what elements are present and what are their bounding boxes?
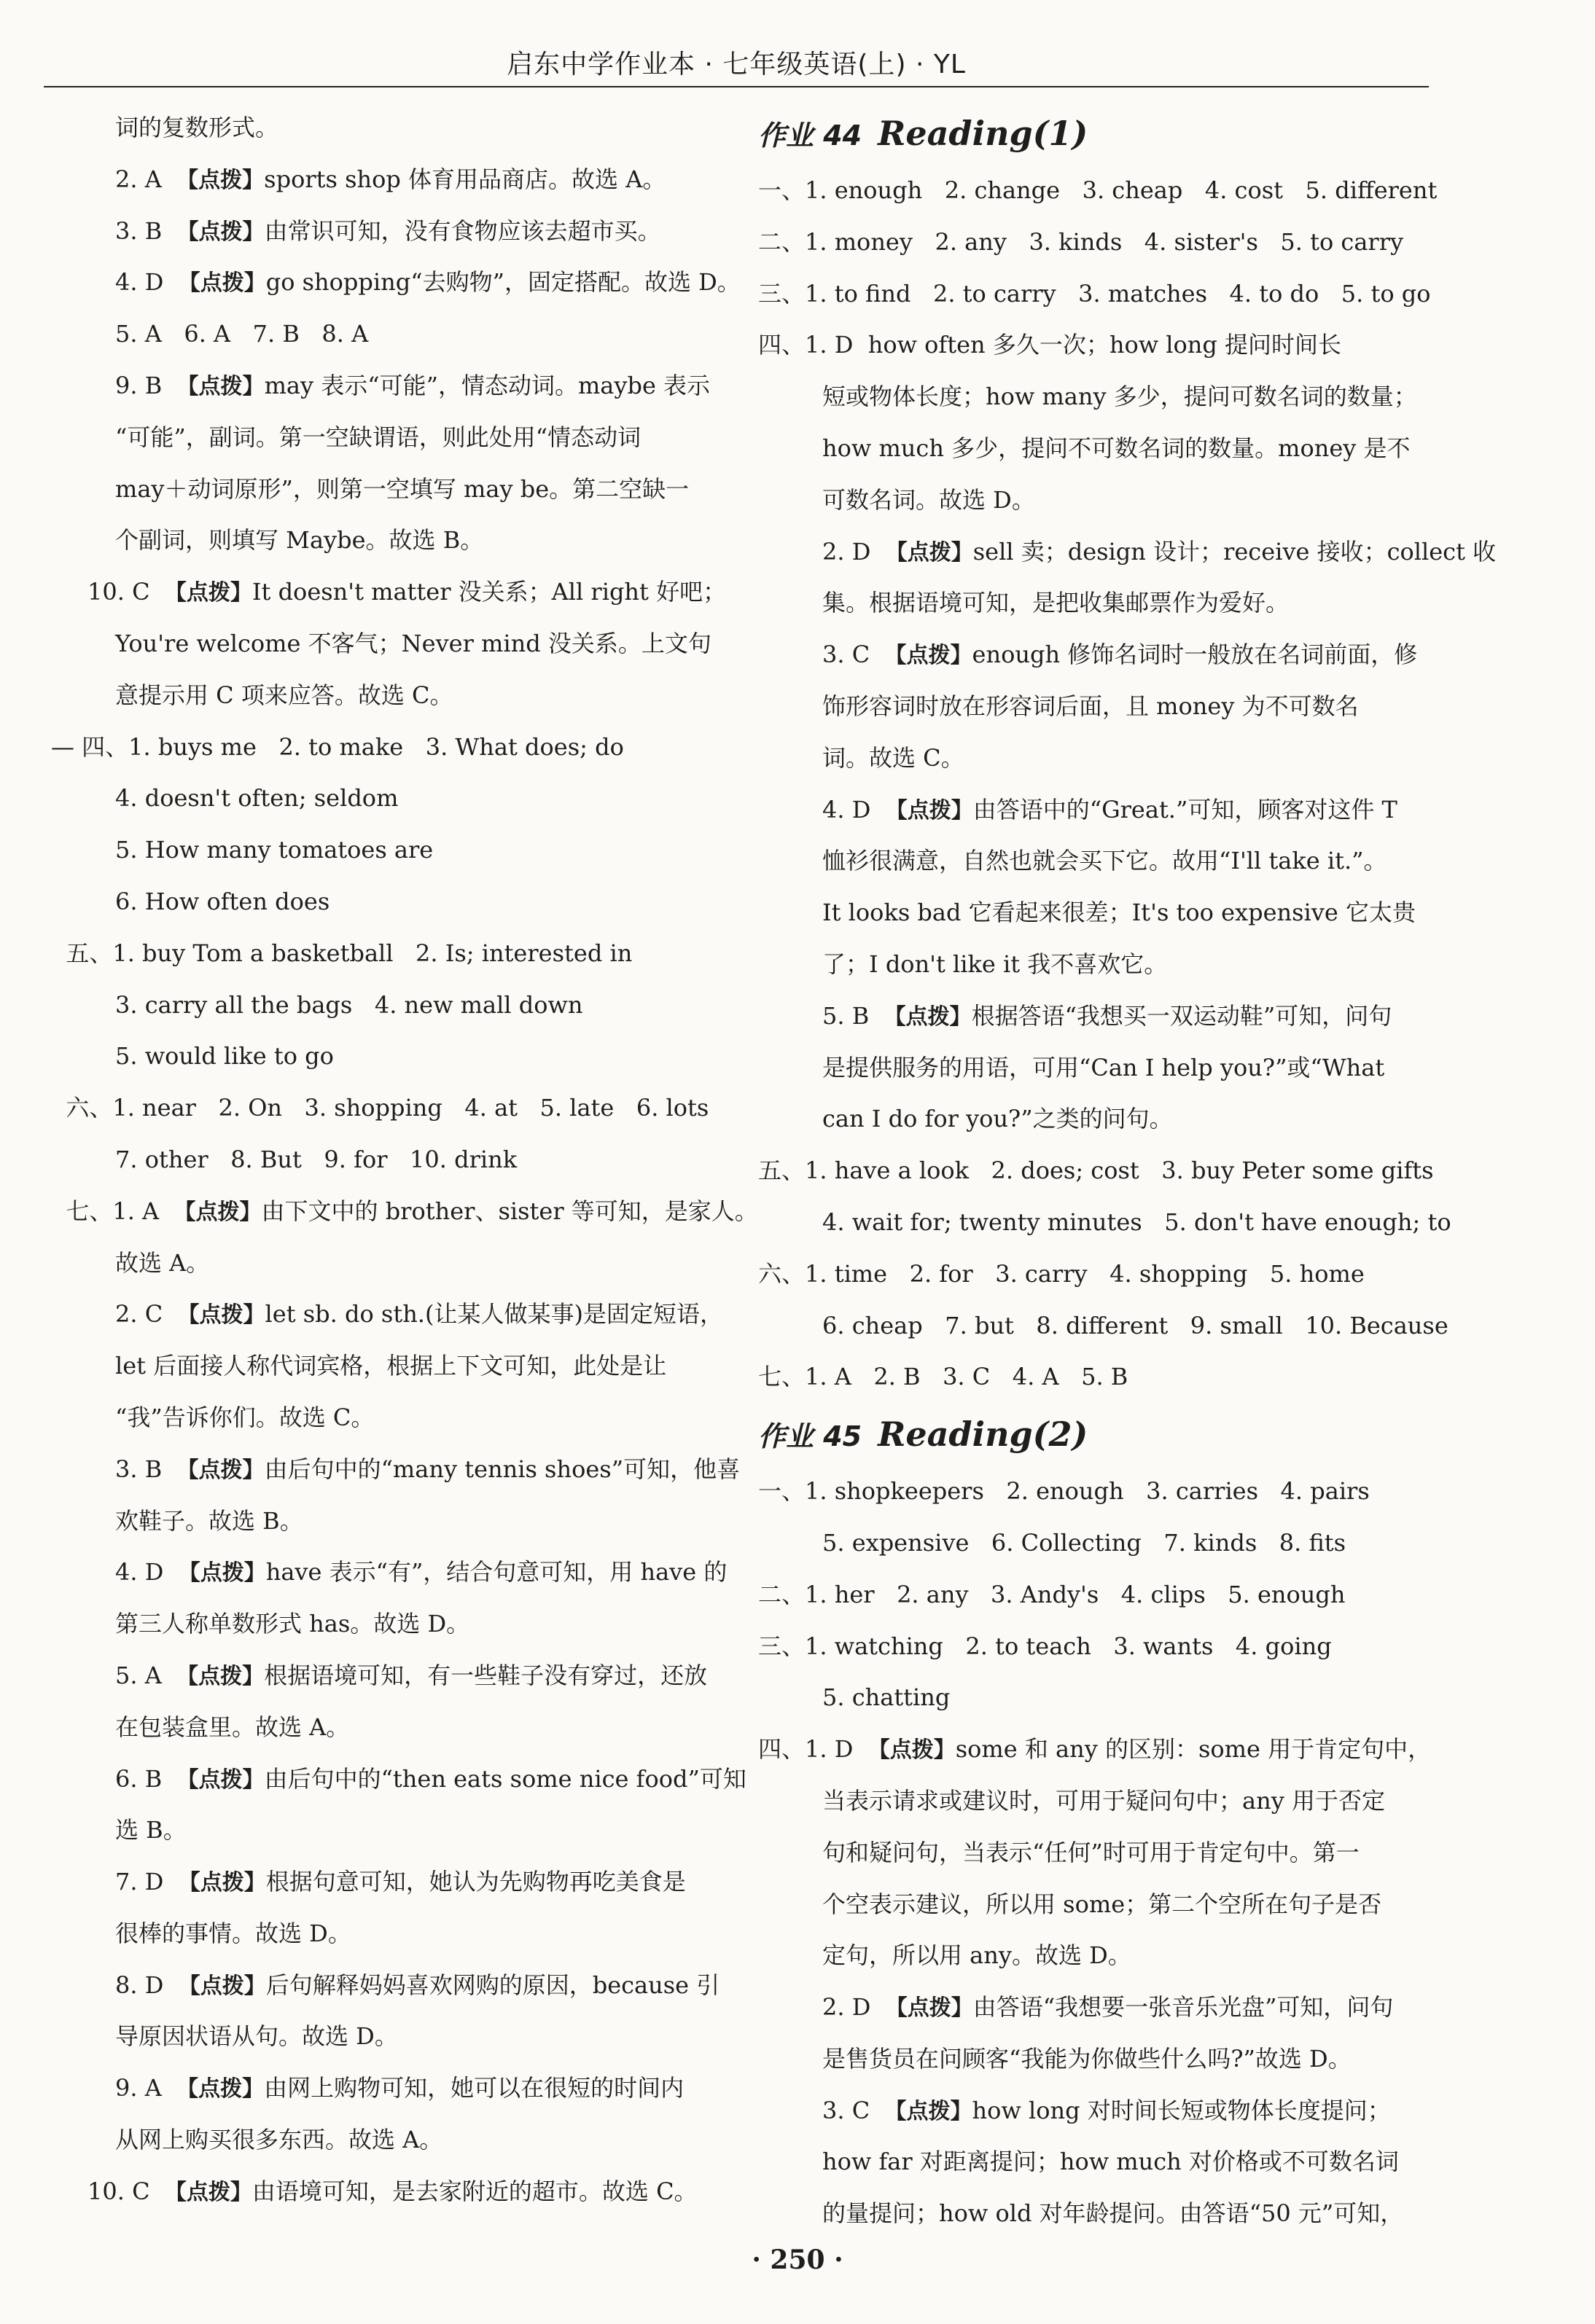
answer-line [51, 2166, 722, 2218]
answer-line [758, 1879, 1429, 1930]
answer-text: 在包装盒里。故选 A。 [115, 1713, 350, 1741]
hint-keyword: 【点拨】 [176, 373, 265, 399]
answer-line [758, 681, 1429, 732]
item-number: 2. A [115, 165, 162, 193]
answer-text: 三、1. to find 2. to carry 3. matches 4. to do 5. to go [758, 279, 1431, 308]
answer-text: 六、1. near 2. On 3. shopping 4. at 5. late 6. lots [51, 1094, 709, 1122]
answer-line [758, 268, 1429, 320]
answer-text: 个空表示建议，所以用 some；第二个空所在句子是否 [822, 1890, 1382, 1918]
hint-keyword: 【点拨】 [867, 1737, 956, 1764]
answer-text: sell 卖；design 设计；receive 接收；collect 收 [972, 537, 1497, 566]
answer-line [758, 1621, 1429, 1672]
answer-text: sports shop 体育用品商店。故选 A。 [264, 165, 666, 193]
hint-keyword: 【点拨】 [176, 219, 265, 245]
answer-text: 由网上购物可知，她可以在很短的时间内 [264, 2074, 685, 2102]
item-number: 3. C [822, 2096, 870, 2124]
answer-text: 三、1. watching 2. to teach 3. wants 4. going [758, 1632, 1332, 1660]
answer-text: 由后句中的“then eats some nice food”可知 [264, 1764, 746, 1793]
hint-keyword: 【点拨】 [176, 1767, 265, 1793]
hint-keyword: 【点拨】 [178, 270, 266, 297]
item-number: 8. D [115, 1971, 164, 1999]
answer-text: 5. would like to go [115, 1042, 334, 1071]
item-number: 4. D [115, 1558, 164, 1586]
item-number: 3. B [115, 216, 163, 245]
answer-line [51, 1495, 722, 1547]
answer-line [51, 1908, 722, 1960]
answer-line [758, 1351, 1429, 1403]
item-number: 9. B [115, 371, 163, 399]
hint-keyword: 【点拨】 [164, 580, 252, 606]
answer-line [51, 1753, 746, 1805]
item-number: 5. A [115, 1661, 162, 1689]
answer-text: 个副词，则填写 Maybe。故选 B。 [115, 526, 484, 555]
answer-text: 饰形容词时放在形容词后面，且 money 为不可数名 [822, 692, 1359, 720]
hint-keyword: 【点拨】 [176, 2076, 265, 2102]
answer-line [51, 1960, 722, 2011]
answer-text: 根据语境可知，有一些鞋子没有穿过，还放 [264, 1661, 708, 1689]
answer-text: 二、1. her 2. any 3. Andy's 4. clips 5. enough [758, 1580, 1346, 1608]
answer-text: 6. cheap 7. but 8. different 9. small 10. Because [822, 1311, 1448, 1339]
answer-line [51, 1237, 722, 1289]
item-number: 2. C [115, 1300, 163, 1329]
answer-line [758, 990, 1429, 1042]
answer-line [51, 772, 722, 824]
answer-line [758, 1300, 1448, 1352]
answer-text: 由下文中的 brother、sister 等可知，是家人。 [261, 1197, 758, 1225]
answer-line [758, 1093, 1429, 1145]
header-rule [44, 86, 1429, 87]
answer-text: enough 修饰名词时一般放在名词前面，修 [972, 641, 1418, 669]
section-heading [758, 1403, 1429, 1466]
answer-line [51, 206, 722, 257]
item-number: 7. D [115, 1868, 164, 1896]
answer-text: can I do for you?”之类的问句。 [822, 1105, 1173, 1133]
answer-text: 句和疑问句，当表示“任何”时可用于肯定句中。第一 [822, 1838, 1360, 1866]
answer-line [758, 1981, 1429, 2033]
answer-line [51, 1288, 722, 1340]
section-heading [758, 102, 1429, 165]
item-number: 4. D [822, 795, 871, 823]
answer-line [758, 1197, 1451, 1248]
answer-text: some 和 any 的区别：some 用于肯定句中， [955, 1735, 1432, 1764]
item-number: 9. A [115, 2074, 162, 2102]
answer-line [758, 2136, 1429, 2188]
answer-line [758, 2085, 1429, 2137]
answer-line [51, 412, 722, 463]
item-number: 5. B [822, 1001, 870, 1030]
answer-line [758, 371, 1429, 423]
answer-text: 第三人称单数形式 has。故选 D。 [115, 1610, 470, 1638]
item-number: 2. D [822, 537, 871, 566]
hint-keyword: 【点拨】 [176, 1663, 265, 1689]
answer-line [51, 154, 722, 206]
answer-text: 3. carry all the bags 4. new mall down [115, 990, 583, 1019]
answer-text: 由答语“我想要一张音乐光盘”可知，问句 [972, 1993, 1394, 2022]
item-number: 3. B [115, 1455, 163, 1483]
answer-line [758, 216, 1429, 268]
answer-line [758, 319, 1429, 371]
answer-text: 是提供服务的用语，可用“Can I help you?”或“What [822, 1053, 1385, 1081]
answer-text: let 后面接人称代词宾格，根据上下文可知，此处是让 [115, 1352, 667, 1380]
answer-line [51, 257, 741, 308]
answer-line [51, 515, 722, 566]
answer-line [758, 1724, 1432, 1775]
hint-keyword: 【点拨】 [884, 1003, 972, 1030]
answer-line [758, 1672, 1429, 1724]
answer-text: 可数名词。故选 D。 [822, 485, 1035, 514]
answer-line [758, 784, 1429, 836]
answer-text: 5. A 6. A 7. B 8. A [115, 320, 369, 348]
answer-text: how far 对距离提问；how much 对价格或不可数名词 [822, 2148, 1399, 2176]
answer-line [758, 423, 1429, 474]
answer-text: 7. other 8. But 9. for 10. drink [115, 1145, 518, 1173]
answer-text: go shopping“去购物”，固定搭配。故选 D。 [265, 268, 741, 297]
item-number: 10. C [87, 2177, 150, 2205]
section-title: Reading(2) [878, 1415, 1088, 1455]
item-number: 2. D [822, 1993, 871, 2022]
hint-keyword: 【点拨】 [885, 1995, 973, 2022]
answer-text: “我”告诉你们。故选 C。 [115, 1403, 375, 1431]
hint-keyword: 【点拨】 [178, 1560, 266, 1586]
answer-text: 后句解释妈妈喜欢网购的原因，because 引 [265, 1971, 720, 1999]
answer-line [51, 928, 722, 979]
answer-line [758, 1827, 1429, 1879]
answer-text: 由常识可知，没有食物应该去超市买。 [264, 216, 661, 245]
answer-line [51, 618, 722, 670]
answer-text: let sb. do sth.(让某人做某事)是固定短语， [265, 1300, 723, 1329]
item-number: 四、1. D [758, 1735, 854, 1764]
answer-line [51, 1082, 722, 1134]
answer-line [51, 566, 727, 618]
answer-line [51, 721, 722, 773]
answer-text: “可能”，副词。第一空缺谓语，则此处用“情态动词 [115, 423, 641, 451]
answer-text: 选 B。 [115, 1816, 187, 1844]
answer-text: 了；I don't like it 我不喜欢它。 [822, 950, 1168, 978]
answer-text: — 四、1. buys me 2. to make 3. What does; do [51, 732, 624, 761]
answer-line [51, 1444, 741, 1495]
answer-text: 5. How many tomatoes are [115, 836, 434, 864]
answer-text: 六、1. time 2. for 3. carry 4. shopping 5. home [758, 1259, 1365, 1288]
answer-text: 由语境可知，是去家附近的超市。故选 C。 [251, 2177, 698, 2205]
answer-text: 四、1. D how often 多久一次；how long 提问时间长 [758, 331, 1342, 359]
answer-line [758, 577, 1429, 629]
answer-line [51, 2062, 722, 2114]
answer-line [51, 979, 722, 1031]
answer-line [51, 102, 722, 154]
answer-text: 二、1. money 2. any 3. kinds 4. sister's 5. to carry [758, 227, 1404, 256]
answer-line [758, 887, 1429, 939]
answer-text: 4. doesn't often; seldom [115, 784, 399, 813]
answer-line [51, 2011, 722, 2062]
answer-line [51, 876, 722, 928]
answer-line [758, 1930, 1429, 1981]
answer-line [51, 1702, 722, 1753]
item-number: 10. C [87, 578, 150, 606]
answer-line [758, 939, 1429, 990]
answer-text: 的量提问；how old 对年龄提问。由答语“50 元”可知， [822, 2199, 1404, 2228]
left-column [51, 102, 758, 2218]
answer-text: It looks bad 它看起来很差；It's too expensive 它太贵 [822, 899, 1416, 927]
answer-line [51, 1392, 722, 1444]
answer-text: You're welcome 不客气；Never mind 没关系。上文句 [115, 629, 711, 657]
hint-keyword: 【点拨】 [178, 1973, 266, 1999]
answer-text: 短或物体长度；how many 多少，提问可数名词的数量； [822, 383, 1417, 411]
answer-text: 根据答语“我想买一双运动鞋”可知，问句 [971, 1001, 1392, 1030]
answer-line [51, 360, 722, 412]
answer-line [758, 2188, 1429, 2239]
answer-line [758, 1569, 1429, 1621]
answer-line [758, 2033, 1429, 2085]
answer-line [758, 474, 1429, 526]
answer-text: 当表示请求或建议时，可用于疑问句中；any 用于否定 [822, 1786, 1385, 1815]
item-number: 4. D [115, 268, 164, 297]
answer-text: 5. chatting [822, 1683, 951, 1712]
answer-text: 导原因状语从句。故选 D。 [115, 2022, 398, 2051]
hint-keyword: 【点拨】 [173, 1199, 262, 1225]
section-label: 作业 44 [758, 120, 862, 152]
answer-text: 词的复数形式。 [115, 114, 279, 141]
answer-text: may＋动词原形”，则第一空填写 may be。第二空缺一 [115, 474, 690, 503]
answer-text: 从网上购买很多东西。故选 A。 [115, 2126, 443, 2154]
answer-line [758, 1248, 1429, 1300]
hint-keyword: 【点拨】 [164, 2179, 252, 2205]
answer-line [51, 1856, 722, 1908]
hint-keyword: 【点拨】 [177, 1302, 265, 1329]
item-number: 3. C [822, 641, 870, 669]
section-label: 作业 45 [758, 1420, 862, 1453]
answer-line [758, 165, 1438, 216]
answer-line [758, 1517, 1429, 1569]
answer-text: 五、1. buy Tom a basketball 2. Is; interested in [51, 939, 633, 967]
answer-line [51, 308, 722, 360]
answer-text: 5. expensive 6. Collecting 7. kinds 8. fits [822, 1528, 1346, 1557]
answer-line [758, 732, 1429, 784]
answer-line [51, 1030, 722, 1082]
answer-line [758, 1775, 1429, 1827]
section-title: Reading(1) [878, 114, 1088, 153]
answer-text: have 表示“有”，结合句意可知，用 have 的 [265, 1558, 728, 1586]
answer-text: 意提示用 C 项来应答。故选 C。 [115, 681, 453, 709]
answer-line [758, 629, 1429, 681]
page-header: 启东中学作业本 · 七年级英语(上) · YL [507, 50, 966, 79]
answer-line [51, 1134, 722, 1186]
answer-text: 恤衫很满意，自然也就会买下它。故用“I'll take it.”。 [822, 847, 1387, 875]
page-number: · 250 · [752, 2245, 843, 2275]
answer-text: 集。根据语境可知，是把收集邮票作为爱好。 [822, 589, 1290, 617]
answer-line [51, 824, 722, 876]
answer-text: how long 对时间长短或物体长度提问； [972, 2096, 1391, 2124]
hint-keyword: 【点拨】 [884, 2098, 972, 2124]
answer-line [758, 526, 1497, 578]
hint-keyword: 【点拨】 [178, 1870, 266, 1896]
answer-line [51, 1340, 722, 1392]
answer-text: 由答语中的“Great.”可知，顾客对这件 T [972, 795, 1397, 823]
answer-line [51, 1650, 722, 1702]
answer-text: 是售货员在问顾客“我能为你做些什么吗?”故选 D。 [822, 2044, 1352, 2073]
answer-text: 故选 A。 [115, 1248, 210, 1277]
answer-text: It doesn't matter 没关系；All right 好吧； [251, 578, 727, 606]
answer-text: how much 多少，提问不可数名词的数量。money 是不 [822, 434, 1411, 462]
answer-line [758, 835, 1429, 887]
hint-keyword: 【点拨】 [176, 1457, 265, 1483]
answer-text: may 表示“可能”，情态动词。maybe 表示 [264, 371, 711, 399]
hint-keyword: 【点拨】 [176, 167, 265, 193]
answer-line [758, 1466, 1429, 1517]
answer-text: 一、1. enough 2. change 3. cheap 4. cost 5. different [758, 176, 1438, 204]
answer-line [51, 463, 722, 515]
answer-text: 定句，所以用 any。故选 D。 [822, 1941, 1131, 1970]
answer-text: 由后句中的“many tennis shoes”可知，他喜 [264, 1455, 741, 1483]
answer-line [51, 2114, 722, 2166]
answer-text: 五、1. have a look 2. does; cost 3. buy Peter some gifts [758, 1157, 1434, 1185]
answer-text: 欢鞋子。故选 B。 [115, 1506, 303, 1535]
item-number: 6. B [115, 1764, 163, 1793]
answer-text: 4. wait for; twenty minutes 5. don't have enough; to [822, 1208, 1451, 1236]
right-column [758, 102, 1497, 2239]
answer-text: 七、1. A 2. B 3. C 4. A 5. B [758, 1363, 1128, 1391]
answer-line [51, 1186, 758, 1237]
answer-line [51, 1804, 722, 1856]
hint-keyword: 【点拨】 [885, 797, 973, 823]
answer-text: 6. How often does [115, 887, 330, 915]
hint-keyword: 【点拨】 [884, 643, 972, 669]
answer-text: 很棒的事情。故选 D。 [115, 1919, 351, 1947]
answer-line [51, 670, 722, 721]
answer-line [51, 1598, 722, 1650]
answer-line [758, 1042, 1429, 1094]
item-number: 七、1. A [51, 1197, 160, 1225]
answer-line [758, 1145, 1434, 1197]
answer-text: 根据句意可知，她认为先购物再吃美食是 [265, 1868, 686, 1896]
answer-line [51, 1546, 728, 1598]
hint-keyword: 【点拨】 [885, 539, 973, 566]
answer-text: 一、1. shopkeepers 2. enough 3. carries 4. pairs [758, 1477, 1370, 1506]
answer-text: 词。故选 C。 [822, 743, 964, 772]
